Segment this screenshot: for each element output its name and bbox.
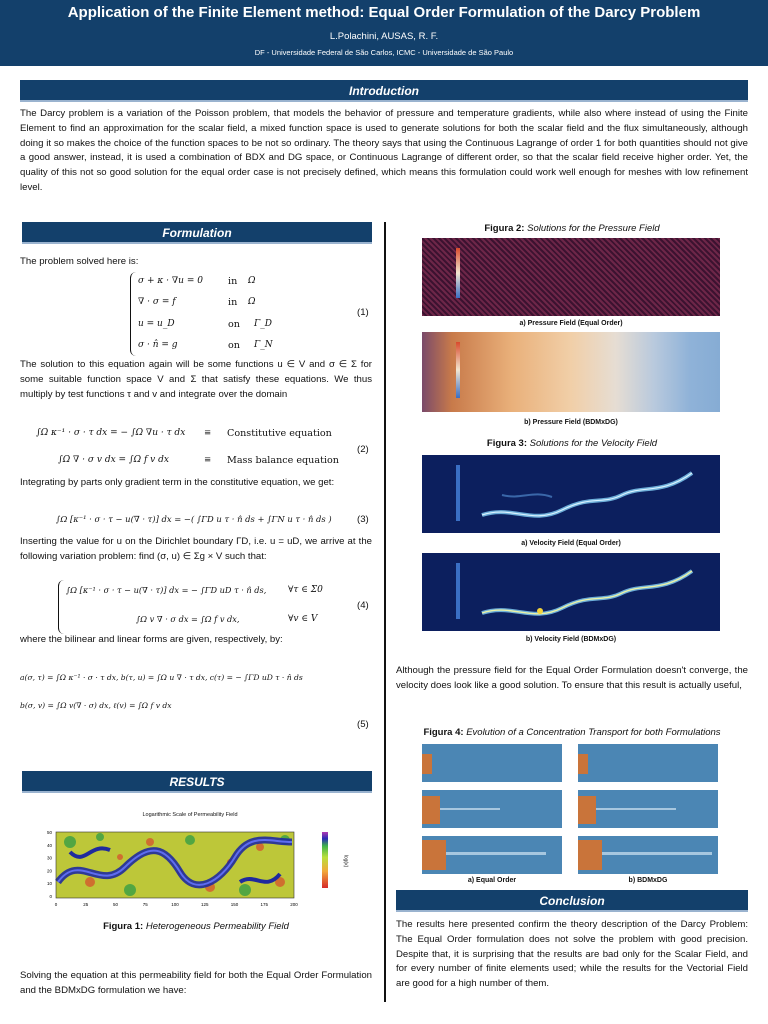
eq1-row3-cond: on — [228, 319, 240, 330]
transport-equal-order-t1 — [422, 744, 562, 782]
permeability-y-ticks — [47, 830, 53, 899]
x-tick-label: 175 — [260, 902, 269, 907]
figure-1-label: Figura 1: — [103, 921, 144, 932]
results-heading: RESULTS — [22, 771, 372, 793]
eq2-number: (2) — [357, 444, 369, 455]
y-tick-label: 0 — [49, 894, 52, 899]
poster-affiliation: DF - Universidade Federal de São Carlos, ICMC - Universidade de São Paulo — [254, 48, 514, 57]
figure-1-text: Heterogeneous Permeability Field — [145, 921, 289, 932]
figure-3-text: Solutions for the Velocity Field — [529, 438, 658, 449]
eq1-row1-cond: in — [228, 276, 238, 287]
transport-bdmxdg-t3 — [578, 836, 718, 874]
velocity-field-equal-order-plot — [422, 455, 720, 533]
equation-3: ∫Ω [κ⁻¹ · σ · τ − u(∇ · τ)] dx = −( ∫ΓD u τ · n̂ ds + ∫ΓN u τ · n̂ ds ) — [56, 514, 332, 524]
y-tick-label: 40 — [46, 842, 52, 848]
eq4-row1-cond: ∀τ ∈ Σ0 — [288, 585, 323, 595]
eq1-row3-lhs: u = u_D — [138, 319, 175, 329]
figure-2-label: Figura 2: — [484, 223, 525, 234]
eq2-row1-label: Constitutive equation — [227, 428, 332, 439]
formulation-p1: The problem solved here is: — [20, 256, 139, 267]
column-divider — [384, 222, 386, 1002]
pressure-equal-order-caption: a) Pressure Field (Equal Order) — [519, 320, 623, 327]
eq4-row1-lhs: ∫Ω [κ⁻¹ · σ · τ − u(∇ · τ)] dx = − ∫ΓD uD τ · n̂ ds, — [66, 585, 267, 595]
eq2-row2-sym: ≡ — [204, 455, 212, 465]
velocity-field-bdmxdg-plot — [422, 553, 720, 631]
x-tick-label: 50 — [112, 902, 119, 907]
eq4-row2-lhs: ∫Ω v ∇ · σ dx = ∫Ω f v dx, — [136, 614, 240, 624]
transport-bdmxdg-caption: b) BDMxDG — [628, 877, 668, 884]
x-tick-label: 100 — [171, 902, 179, 907]
x-tick-label: 25 — [83, 902, 89, 907]
figure-4-caption — [396, 727, 748, 738]
eq1-row2-cond: in — [228, 297, 238, 308]
transport-bdmxdg-t1 — [578, 744, 718, 782]
transport-equal-order-caption: a) Equal Order — [467, 877, 517, 884]
x-tick-label: 75 — [142, 902, 148, 907]
eq4-row2-cond: ∀v ∈ V — [288, 614, 318, 624]
formulation-p2: The solution to this equation again will be some functions u ∈ V and σ ∈ Σ for some suitable function space V and Σ that satisfy these equations. We thus multiply by test functions τ and v and integrate over the domain — [20, 359, 372, 400]
poster-authors: L.Polachini, AUSAS, R. F. — [329, 31, 439, 42]
eq4-brace — [58, 580, 64, 634]
equation-5-row1: a(σ, τ) = ∫Ω κ⁻¹ · σ · τ dx, b(τ, u) = ∫Ω u ∇ · τ dx, c(τ) = − ∫ΓD uD τ · n̂ ds — [20, 673, 303, 682]
eq1-row1-dom: Ω — [248, 276, 256, 286]
eq1-row2-dom: Ω — [248, 297, 256, 307]
figure-2-caption — [396, 223, 748, 234]
x-tick-label: 125 — [200, 902, 209, 907]
eq1-row4-lhs: σ · n̂ = g — [138, 340, 178, 350]
conclusion-heading: Conclusion — [396, 890, 748, 912]
eq2-row1-lhs: ∫Ω κ⁻¹ · σ · τ dx = − ∫Ω ∇u · τ dx — [36, 428, 186, 438]
velocity-bdmxdg-caption: b) Velocity Field (BDMxDG) — [525, 636, 617, 643]
conclusion-text: The results here presented confirm the theory description of the Darcy Problem: The Equal Order formulation does not solve the problem with good precision. Despite that, it is surprising that the results are bad only for the Scalar Field, and for every number of finite elements used; while the results for the Vectorial Field are good for a high number of them. — [396, 919, 748, 990]
y-tick-label: 10 — [46, 881, 52, 887]
permeability-x-ticks — [55, 902, 299, 907]
transport-bdmxdg-t2 — [578, 790, 718, 828]
x-tick-label: 0 — [54, 902, 58, 907]
introduction-text: The Darcy problem is a variation of the Poisson problem, that models the behavior of pressure and temperature gradients, while also where instead of using the Finite Element to find an approximation for the scalar field, a mixed function space is used to generate solutions for both the scalar field and the flux simultaneously, although doing it so makes the choice of the function spaces to be not so ordinary. The theory says that using the Continuous Lagrange of order 1 for both quantities should not give a good answer, instead, it is used a combination of BDX and DG space, or Continuous Lagrange of different order, so that the scalar field receive higher order. Yet, the quality of this not so good solution for the equal order case is not precisely defined, which means this formulation could work well enough for meshes with low refinement level. — [20, 108, 748, 193]
velocity-equal-order-caption: a) Velocity Field (Equal Order) — [521, 540, 621, 547]
pressure-bdmxdg-caption: b) Pressure Field (BDMxDG) — [524, 419, 618, 426]
figure-4-text: Evolution of a Concentration Transport for both Formulations — [466, 727, 721, 738]
eq2-row1-sym: ≡ — [204, 428, 212, 438]
eq5-number: (5) — [357, 719, 369, 730]
eq1-number: (1) — [357, 307, 369, 318]
eq1-row1-lhs: σ + κ · ∇u = 0 — [138, 276, 203, 286]
transport-equal-order-t3 — [422, 836, 562, 874]
eq1-row4-cond: on — [228, 340, 240, 351]
eq3-number: (3) — [357, 514, 369, 525]
permeability-figure — [30, 812, 360, 914]
colorbar-label: log(κ) — [342, 854, 349, 868]
formulation-p4: Inserting the value for u on the Dirichlet boundary ΓD, i.e. u = uD, we arrive at the following variation problem: find (σ, u) ∈ Σg × V such that: — [20, 536, 372, 562]
poster-header — [0, 0, 768, 66]
pressure-field-bdmxdg-plot — [422, 332, 720, 412]
results-paragraph: Solving the equation at this permeability field for both the Equal Order Formulation and the BDMxDG formulation we have: — [20, 970, 372, 996]
y-tick-label: 50 — [46, 830, 52, 835]
eq1-row2-lhs: ∇ · σ = f — [138, 297, 176, 307]
velocity-paragraph: Although the pressure field for the Equal Order Formulation doesn't converge, the velocity does look like a good solution. To ensure that this result is actually useful, — [396, 665, 748, 691]
x-tick-label: 150 — [230, 902, 239, 907]
permeability-field-plot — [30, 812, 360, 914]
poster-title: Application of the Finite Element method: Equal Order Formulation of the Darcy Problem — [67, 4, 701, 21]
figure-2-text: Solutions for the Pressure Field — [527, 223, 660, 234]
y-tick-label: 30 — [46, 855, 52, 861]
y-tick-label: 20 — [46, 868, 52, 874]
introduction-heading: Introduction — [20, 80, 748, 102]
formulation-heading: Formulation — [22, 222, 372, 244]
x-tick-label: 200 — [290, 902, 298, 907]
eq2-row2-lhs: ∫Ω ∇ · σ v dx = ∫Ω f v dx — [58, 455, 169, 465]
transport-equal-order-t2 — [422, 790, 562, 828]
figure-3-label: Figura 3: — [486, 438, 528, 449]
figure-3-caption — [396, 438, 748, 449]
equation-5-row2: b(σ, v) = ∫Ω v(∇ · σ) dx, ℓ(v) = ∫Ω f v dx — [20, 701, 172, 710]
permeability-plot-title: Logarithmic Scale of Permeability Field — [142, 812, 238, 818]
eq1-row4-dom: Γ_N — [254, 340, 273, 350]
formulation-p3: Integrating by parts only gradient term in the constitutive equation, we get: — [20, 477, 335, 488]
eq4-number: (4) — [357, 600, 369, 611]
eq1-row3-dom: Γ_D — [254, 319, 272, 329]
pressure-field-equal-order-plot — [422, 238, 720, 316]
eq1-brace — [130, 272, 136, 356]
formulation-p5: where the bilinear and linear forms are given, respectively, by: — [20, 634, 283, 645]
figure-4-label: Figura 4: — [423, 727, 464, 738]
eq2-row2-label: Mass balance equation — [227, 455, 339, 466]
figure-1-caption — [20, 921, 372, 932]
